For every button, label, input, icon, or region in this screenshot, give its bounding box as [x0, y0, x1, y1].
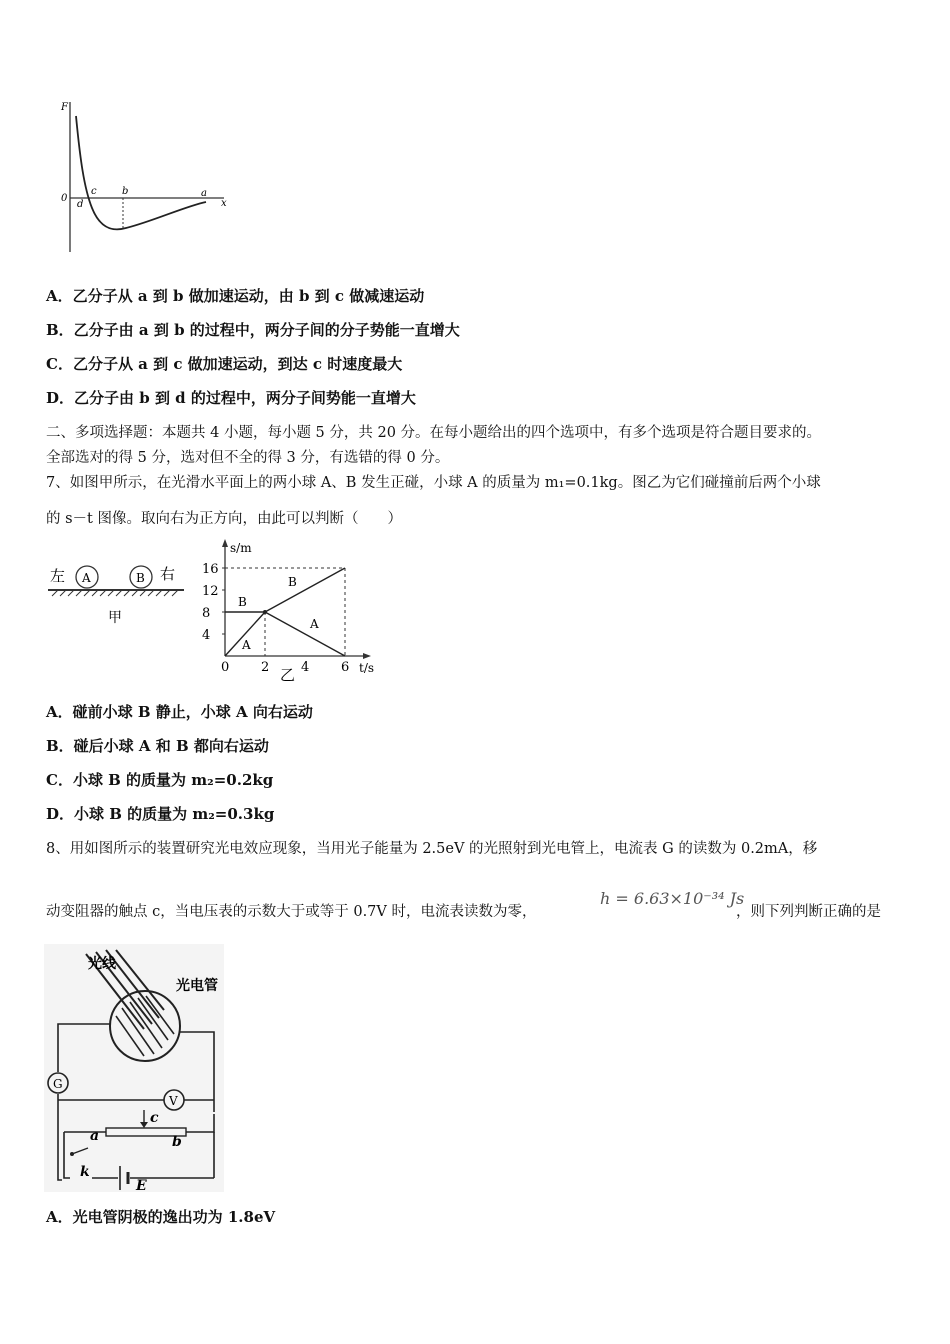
q7-stem-line1: 7、如图甲所示，在光滑水平面上的两小球 A、B 发生正碰，小球 A 的质量为 m₁=0.1kg。图乙为它们碰撞前后两个小球 [46, 475, 821, 491]
point-b-label: b [122, 186, 129, 197]
q8-option-a: A．光电管阴极的逸出功为 1.8eV [46, 1208, 276, 1226]
q7-option-b: B．碰后小球 A 和 B 都向右运动 [46, 737, 269, 755]
st-y-arrow [222, 539, 228, 547]
figure-jia-caption: 甲 [108, 610, 122, 626]
q8-stem-line2b: ，则下列判断正确的是 [736, 904, 881, 920]
origin-label: 0 [61, 193, 68, 204]
point-a-label: a [201, 188, 207, 199]
battery-e-label: E [136, 1178, 147, 1192]
q7-option-a: A．碰前小球 B 静止，小球 A 向右运动 [46, 703, 313, 721]
photoelectric-circuit-figure [44, 944, 224, 1192]
s-t-graph [198, 536, 390, 686]
q6-option-b: B．乙分子由 a 到 b 的过程中，两分子间的分子势能一直增大 [46, 321, 460, 339]
section2-line2: 全部选对的得 5 分，选对但不全的得 3 分，有选错的得 0 分。 [46, 450, 450, 466]
y-tick-label: 8 [202, 606, 211, 621]
q6-option-a: A．乙分子从 a 到 b 做加速运动，由 b 到 c 做减速运动 [46, 287, 425, 305]
collision-point [263, 610, 267, 614]
voltmeter-v-label: V [169, 1094, 178, 1108]
x-tick-label: 0 [221, 660, 230, 675]
st-x-arrow [363, 653, 371, 659]
y-tick-label: 4 [202, 628, 211, 643]
section2-line1: 二、多项选择题：本题共 4 小题，每小题 5 分，共 20 分。在每小题给出的四个选项中，有多个选项是符合题目要求的。 [46, 425, 822, 441]
series-line-3 [265, 612, 345, 656]
rheostat-a-label: a [90, 1128, 100, 1144]
st-x-label: t/s [359, 661, 375, 675]
series-label-a-before: A [242, 638, 251, 652]
q6-option-d: D．乙分子由 b 到 d 的过程中，两分子间势能一直增大 [46, 389, 416, 407]
q8-stem-line2a: 动变阻器的触点 c，当电压表的示数大于或等于 0.7V 时，电流表读数为零， [46, 904, 537, 920]
x-axis-label: x [221, 198, 227, 209]
ball-b-label: B [136, 571, 145, 585]
series-label-b-after: B [288, 575, 297, 589]
force-curve [76, 116, 206, 229]
force-distance-figure [56, 98, 236, 258]
y-axis-label: F [61, 102, 68, 113]
series-line-2 [265, 568, 345, 612]
phototube-label: 光电管 [176, 978, 218, 994]
slider-c-label: c [150, 1110, 159, 1126]
q6-option-c: C．乙分子从 a 到 c 做加速运动，到达 c 时速度最大 [46, 355, 403, 373]
series-label-a-after: A [310, 617, 319, 631]
left-label: 左 [50, 567, 66, 585]
y-tick-label: 12 [202, 584, 219, 599]
planck-constant-formula: h = 6.63×10⁻³⁴ Js [600, 889, 745, 908]
point-d-label: d [77, 199, 84, 210]
switch-k-label: k [80, 1164, 90, 1180]
collision-figure-jia [46, 556, 191, 631]
q8-stem-line1: 8、用如图所示的装置研究光电效应现象，当用光子能量为 2.5eV 的光照射到光电管上，电流表 G 的读数为 0.2mA，移 [46, 841, 818, 857]
q7-option-c: C．小球 B 的质量为 m₂=0.2kg [46, 771, 274, 789]
y-tick-label: 16 [202, 562, 219, 577]
right-label: 右 [160, 565, 176, 583]
figure-yi-caption: 乙 [280, 666, 296, 684]
q7-stem-line2: 的 s－t 图像。取向右为正方向，由此可以判断（ ） [46, 511, 402, 527]
st-y-label: s/m [230, 541, 252, 555]
ammeter-g-label: G [53, 1077, 63, 1091]
light-label: 光线 [88, 956, 116, 972]
q7-option-d: D．小球 B 的质量为 m₂=0.3kg [46, 805, 275, 823]
point-c-label: c [91, 186, 97, 197]
x-tick-label: 6 [341, 660, 350, 675]
x-tick-label: 4 [301, 660, 310, 675]
series-label-b-before: B [238, 595, 247, 609]
ball-a-label: A [82, 571, 91, 585]
x-tick-label: 2 [261, 660, 270, 675]
rheostat-b-label: b [172, 1134, 182, 1150]
